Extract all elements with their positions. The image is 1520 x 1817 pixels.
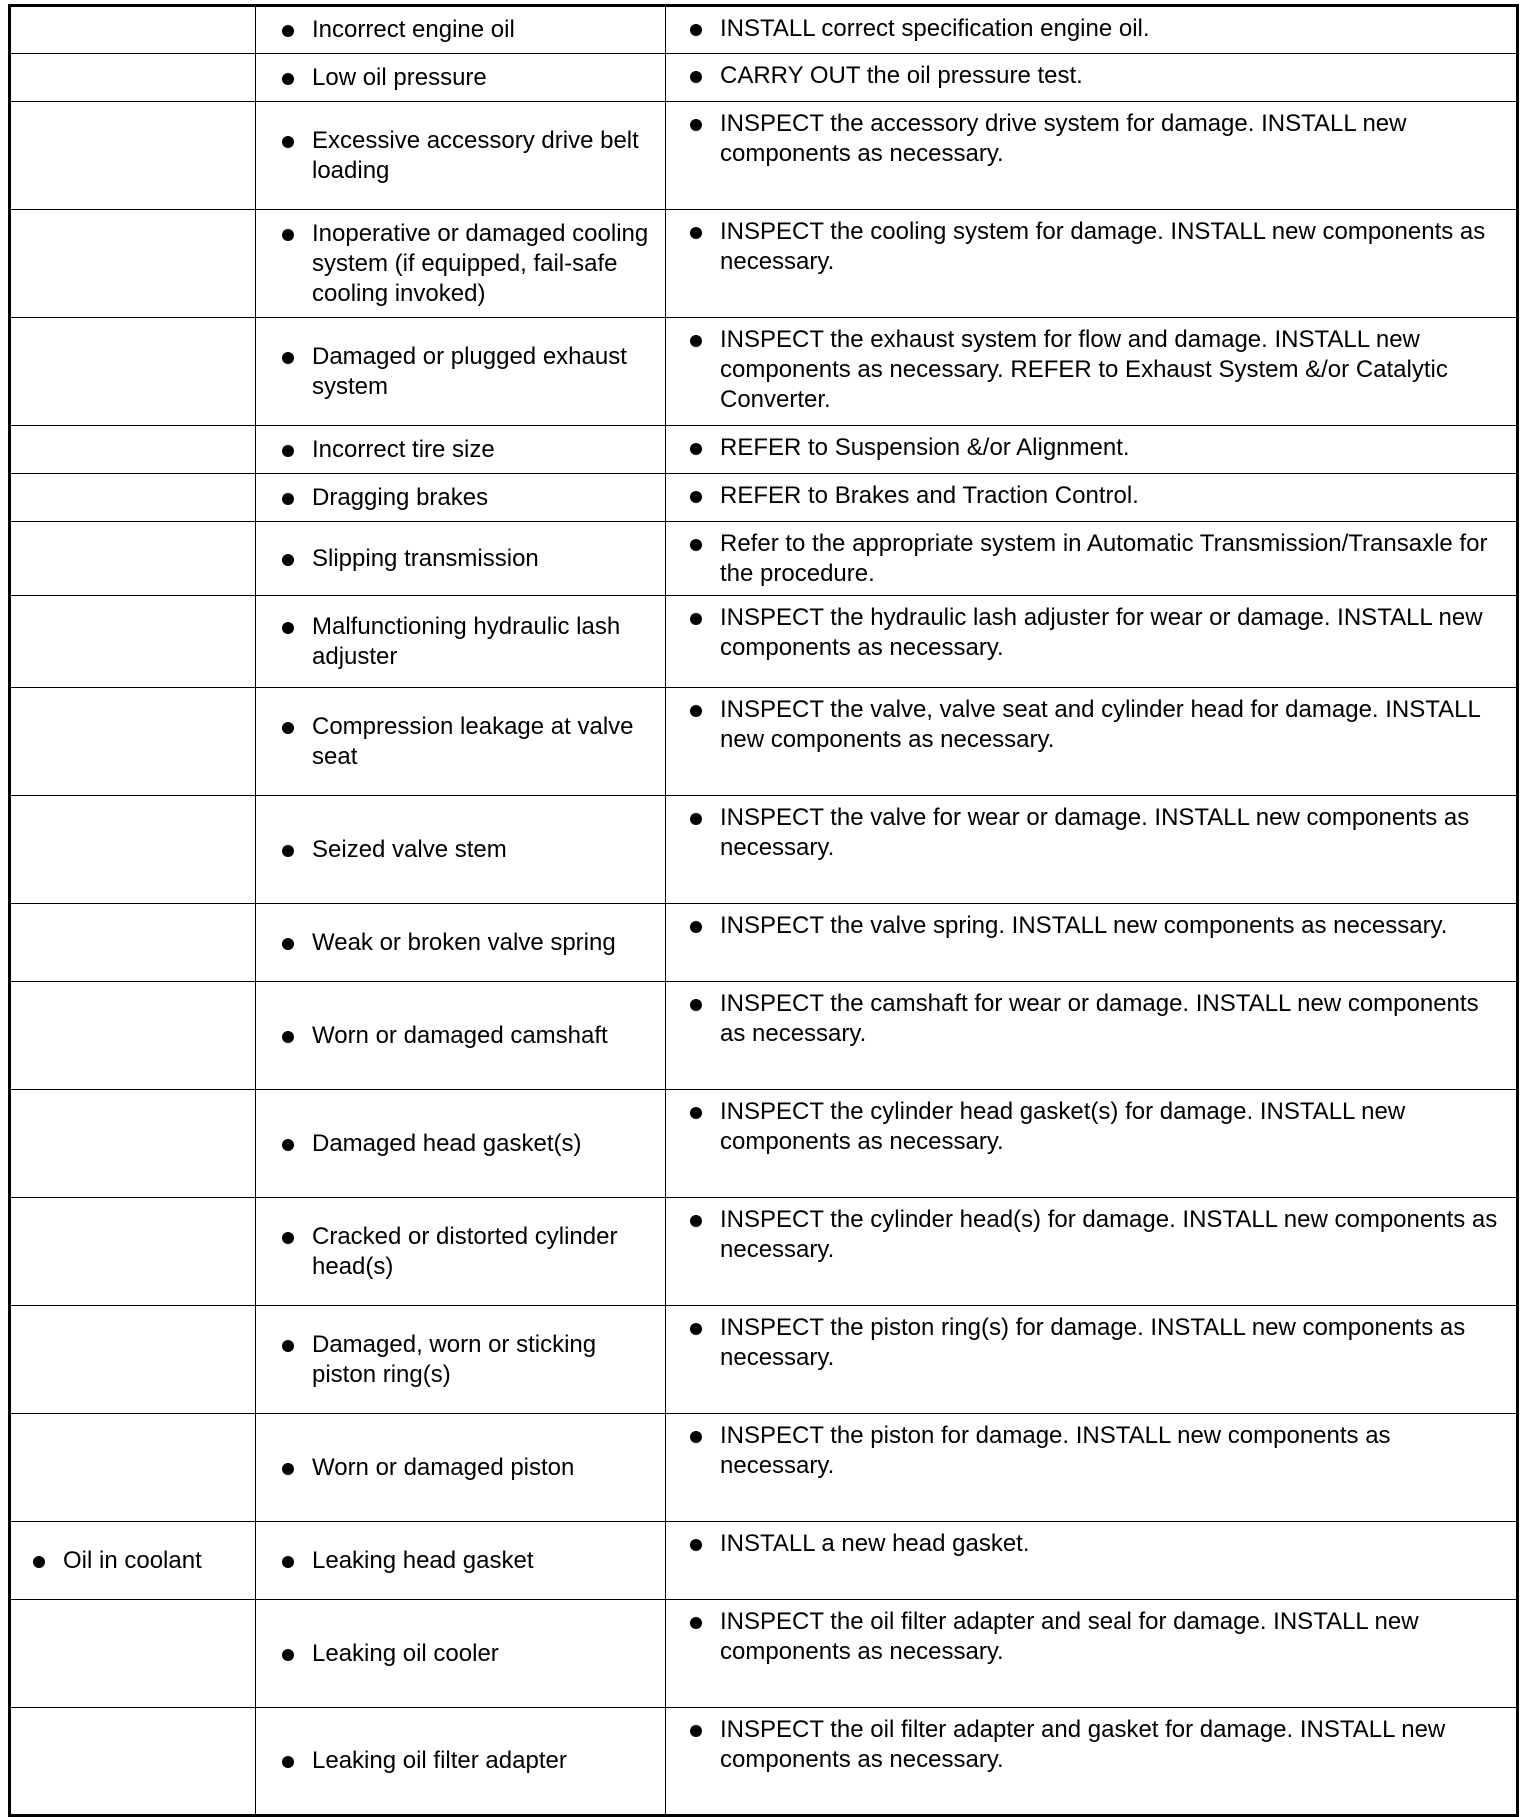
bullet-icon: [690, 1617, 702, 1629]
cause-cell: [256, 474, 666, 522]
bullet-icon: [690, 1431, 702, 1443]
cause-cell: [256, 1600, 666, 1708]
cause-item: [256, 15, 665, 45]
cause-cell: [256, 904, 666, 982]
symptom-cell: [10, 210, 256, 318]
cause-cell: [256, 1708, 666, 1816]
table-row: [10, 1414, 1518, 1522]
cause-cell: [256, 1522, 666, 1600]
action-text: Refer to the appropriate system in Automatic Transmission/Transaxle for the procedure.: [720, 530, 1488, 587]
action-item: [666, 982, 1516, 1055]
action-item: [666, 1414, 1516, 1487]
action-item: [666, 1522, 1516, 1565]
action-cell: [666, 1198, 1518, 1306]
bullet-icon: [690, 443, 702, 455]
cause-cell: [256, 982, 666, 1090]
symptom-cell: [10, 522, 256, 596]
cause-item: [256, 1746, 665, 1776]
symptom-cell: [10, 1306, 256, 1414]
cause-text: Leaking head gasket: [312, 1546, 534, 1574]
symptom-cell: [10, 474, 256, 522]
action-text: REFER to Brakes and Traction Control.: [720, 482, 1139, 509]
action-item: [666, 1708, 1516, 1781]
bullet-icon: [690, 24, 702, 36]
action-text: REFER to Suspension &/or Alignment.: [720, 434, 1130, 461]
bullet-icon: [690, 1323, 702, 1335]
cause-cell: [256, 1306, 666, 1414]
cause-item: [256, 1129, 665, 1159]
bullet-icon: [282, 1756, 294, 1768]
action-cell: [666, 522, 1518, 596]
action-text: INSPECT the accessory drive system for damage. INSTALL new components as necessary.: [720, 110, 1407, 167]
cause-text: Worn or damaged camshaft: [312, 1021, 608, 1049]
bullet-icon: [690, 921, 702, 933]
action-text: CARRY OUT the oil pressure test.: [720, 62, 1083, 89]
symptom-item: [11, 1546, 255, 1576]
action-cell: [666, 1306, 1518, 1414]
cause-cell: [256, 318, 666, 426]
action-cell: [666, 1414, 1518, 1522]
action-cell: [666, 318, 1518, 426]
bullet-icon: [690, 999, 702, 1011]
table-row: [10, 1090, 1518, 1198]
cause-item: [256, 1222, 665, 1282]
action-text: INSPECT the piston for damage. INSTALL new components as necessary.: [720, 1422, 1391, 1479]
symptom-cell: [10, 426, 256, 474]
action-cell: [666, 596, 1518, 688]
cause-cell: [256, 1198, 666, 1306]
action-item: [666, 796, 1516, 869]
action-item: [666, 904, 1516, 947]
action-cell: [666, 904, 1518, 982]
table-row: [10, 688, 1518, 796]
action-item: [666, 426, 1516, 469]
symptom-cell: [10, 1708, 256, 1816]
action-cell: [666, 1522, 1518, 1600]
action-text: INSPECT the cooling system for damage. INSTALL new components as necessary.: [720, 218, 1486, 275]
table-row: [10, 904, 1518, 982]
bullet-icon: [33, 1556, 45, 1568]
cause-item: [256, 1639, 665, 1669]
cause-text: Excessive accessory drive belt loading: [312, 126, 639, 184]
bullet-icon: [282, 136, 294, 148]
bullet-icon: [282, 554, 294, 566]
table-row: [10, 54, 1518, 102]
cause-cell: [256, 596, 666, 688]
bullet-icon: [282, 352, 294, 364]
action-item: [666, 474, 1516, 517]
action-text: INSPECT the exhaust system for flow and damage. INSTALL new components as necessary. REFER to Exhaust System &/or Catalytic Converter.: [720, 326, 1448, 413]
cause-text: Inoperative or damaged cooling system (if equipped, fail-safe cooling invoked): [312, 219, 649, 307]
table-row: [10, 522, 1518, 596]
table-row: [10, 982, 1518, 1090]
cause-text: Cracked or distorted cylinder head(s): [312, 1222, 618, 1280]
action-item: [666, 210, 1516, 283]
cause-cell: [256, 796, 666, 904]
cause-item: [256, 928, 665, 958]
bullet-icon: [690, 705, 702, 717]
cause-cell: [256, 102, 666, 210]
action-cell: [666, 1600, 1518, 1708]
symptom-cell: [10, 318, 256, 426]
table-row: [10, 1306, 1518, 1414]
symptom-cell: [10, 1600, 256, 1708]
action-text: INSPECT the valve, valve seat and cylinder head for damage. INSTALL new components as necessary.: [720, 696, 1480, 753]
cause-text: Slipping transmission: [312, 544, 539, 572]
bullet-icon: [690, 1215, 702, 1227]
cause-cell: [256, 1090, 666, 1198]
action-text: INSPECT the piston ring(s) for damage. INSTALL new components as necessary.: [720, 1314, 1466, 1371]
bullet-icon: [282, 1649, 294, 1661]
table-row: [10, 426, 1518, 474]
bullet-icon: [282, 622, 294, 634]
cause-item: [256, 126, 665, 186]
cause-item: [256, 544, 665, 574]
cause-text: Damaged or plugged exhaust system: [312, 342, 627, 400]
bullet-icon: [282, 493, 294, 505]
table-row: [10, 796, 1518, 904]
action-cell: [666, 6, 1518, 54]
cause-item: [256, 1453, 665, 1483]
action-text: INSPECT the hydraulic lash adjuster for wear or damage. INSTALL new components as necessary.: [720, 604, 1483, 661]
table-row: [10, 596, 1518, 688]
cause-cell: [256, 54, 666, 102]
cause-item: [256, 1546, 665, 1576]
bullet-icon: [282, 1556, 294, 1568]
action-text: INSPECT the oil filter adapter and gasket for damage. INSTALL new components as necessary.: [720, 1716, 1446, 1773]
bullet-icon: [282, 1463, 294, 1475]
action-item: [666, 688, 1516, 761]
cause-text: Leaking oil filter adapter: [312, 1747, 567, 1774]
action-text: INSPECT the oil filter adapter and seal for damage. INSTALL new components as necessary.: [720, 1608, 1419, 1665]
action-cell: [666, 426, 1518, 474]
symptom-cell: [10, 596, 256, 688]
cause-item: [256, 835, 665, 865]
table-row: [10, 474, 1518, 522]
cause-item: [256, 1021, 665, 1051]
action-item: [666, 1306, 1516, 1379]
bullet-icon: [282, 1139, 294, 1151]
symptom-cell: [10, 1414, 256, 1522]
bullet-icon: [690, 335, 702, 347]
cause-text: Damaged, worn or sticking piston ring(s): [312, 1330, 597, 1388]
symptom-cell: [10, 796, 256, 904]
cause-item: [256, 1330, 665, 1390]
action-cell: [666, 102, 1518, 210]
cause-cell: [256, 6, 666, 54]
action-item: [666, 1600, 1516, 1673]
cause-text: Incorrect engine oil: [312, 16, 515, 43]
cause-item: [256, 435, 665, 465]
bullet-icon: [690, 813, 702, 825]
action-text: INSPECT the valve spring. INSTALL new components as necessary.: [720, 912, 1448, 939]
table-row: [10, 6, 1518, 54]
bullet-icon: [690, 1539, 702, 1551]
action-text: INSTALL correct specification engine oil.: [720, 15, 1150, 42]
bullet-icon: [282, 73, 294, 85]
cause-text: Compression leakage at valve seat: [312, 712, 634, 770]
cause-text: Dragging brakes: [312, 483, 489, 511]
bullet-icon: [282, 445, 294, 457]
action-text: INSPECT the valve for wear or damage. INSTALL new components as necessary.: [720, 804, 1470, 861]
bullet-icon: [690, 539, 702, 551]
bullet-icon: [690, 1107, 702, 1119]
bullet-icon: [282, 1232, 294, 1244]
table-row: [10, 1708, 1518, 1816]
diagnostic-table-body: [10, 6, 1518, 1816]
table-row: [10, 1522, 1518, 1600]
bullet-icon: [282, 25, 294, 37]
cause-text: Weak or broken valve spring: [312, 928, 616, 956]
cause-text: Low oil pressure: [312, 63, 487, 91]
action-cell: [666, 474, 1518, 522]
bullet-icon: [282, 229, 294, 241]
action-cell: [666, 1708, 1518, 1816]
action-cell: [666, 982, 1518, 1090]
table-row: [10, 1198, 1518, 1306]
table-row: [10, 102, 1518, 210]
cause-cell: [256, 688, 666, 796]
action-cell: [666, 210, 1518, 318]
action-item: [666, 596, 1516, 669]
diagnostic-sheet: [8, 4, 1519, 1817]
bullet-icon: [690, 71, 702, 83]
symptom-cell: [10, 6, 256, 54]
action-cell: [666, 1090, 1518, 1198]
cause-text: Malfunctioning hydraulic lash adjuster: [312, 612, 621, 670]
diagnostic-table: [8, 4, 1519, 1817]
cause-item: [256, 483, 665, 513]
bullet-icon: [282, 1340, 294, 1352]
action-item: [666, 54, 1516, 97]
symptom-cell: [10, 1198, 256, 1306]
action-item: [666, 1090, 1516, 1163]
action-item: [666, 7, 1516, 50]
cause-item: [256, 342, 665, 402]
action-text: INSPECT the cylinder head(s) for damage. INSTALL new components as necessary.: [720, 1206, 1498, 1263]
symptom-cell: [10, 1090, 256, 1198]
bullet-icon: [690, 491, 702, 503]
table-row: [10, 210, 1518, 318]
symptom-cell: [10, 54, 256, 102]
action-item: [666, 1198, 1516, 1271]
cause-cell: [256, 522, 666, 596]
bullet-icon: [690, 1725, 702, 1737]
table-row: [10, 1600, 1518, 1708]
symptom-cell: [10, 102, 256, 210]
action-item: [666, 102, 1516, 175]
cause-item: [256, 63, 665, 93]
action-text: INSTALL a new head gasket.: [720, 1530, 1030, 1557]
cause-text: Leaking oil cooler: [312, 1639, 499, 1667]
bullet-icon: [282, 845, 294, 857]
bullet-icon: [690, 227, 702, 239]
action-text: INSPECT the cylinder head gasket(s) for damage. INSTALL new components as necessary.: [720, 1098, 1406, 1155]
action-text: INSPECT the camshaft for wear or damage. INSTALL new components as necessary.: [720, 990, 1479, 1047]
bullet-icon: [282, 1031, 294, 1043]
symptom-cell: [10, 982, 256, 1090]
symptom-text: Oil in coolant: [63, 1546, 202, 1574]
action-item: [666, 318, 1516, 421]
bullet-icon: [690, 119, 702, 131]
cause-text: Worn or damaged piston: [312, 1453, 575, 1481]
cause-item: [256, 219, 665, 309]
action-cell: [666, 54, 1518, 102]
action-cell: [666, 688, 1518, 796]
symptom-cell: [10, 688, 256, 796]
cause-text: Incorrect tire size: [312, 435, 495, 463]
bullet-icon: [282, 938, 294, 950]
bullet-icon: [282, 722, 294, 734]
symptom-cell: [10, 1522, 256, 1600]
table-row: [10, 318, 1518, 426]
symptom-cell: [10, 904, 256, 982]
cause-cell: [256, 210, 666, 318]
action-cell: [666, 796, 1518, 904]
cause-text: Damaged head gasket(s): [312, 1129, 582, 1157]
action-item: [666, 522, 1516, 595]
cause-cell: [256, 1414, 666, 1522]
cause-item: [256, 712, 665, 772]
cause-text: Seized valve stem: [312, 835, 507, 863]
cause-item: [256, 612, 665, 672]
bullet-icon: [690, 613, 702, 625]
cause-cell: [256, 426, 666, 474]
